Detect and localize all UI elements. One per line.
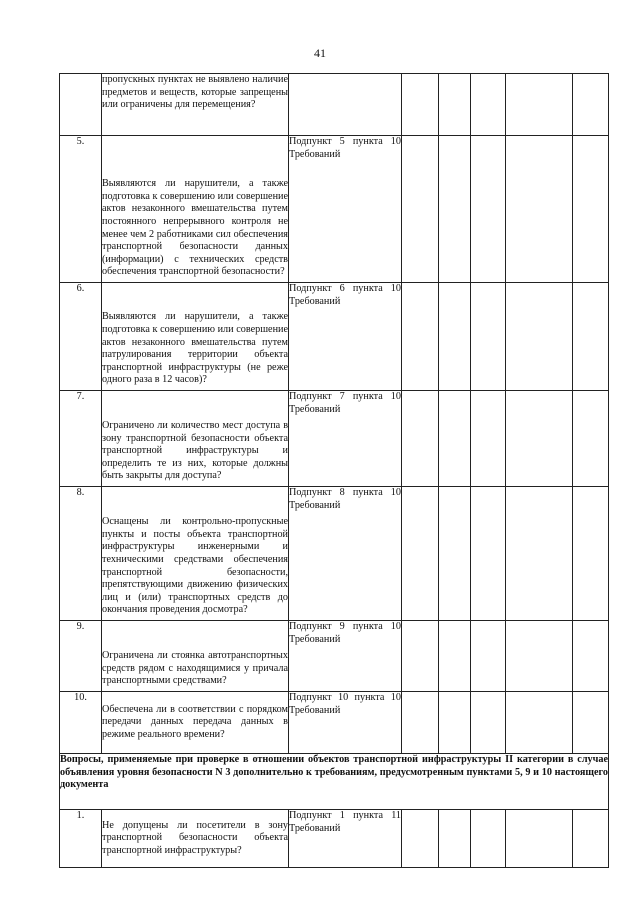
answer-yes-cell[interactable] — [402, 810, 439, 868]
question-text: пропускных пунктах не выявлено наличие предметов и веществ, которые запрещены или ограничены для перемещения? — [102, 74, 289, 136]
answer-na-cell[interactable] — [471, 136, 506, 283]
note-cell[interactable] — [506, 621, 573, 692]
reference-cell: Подпункт 1 пункта 11 Требований — [289, 810, 402, 868]
section-header: Вопросы, применяемые при проверке в отношении объектов транспортной инфраструктуры II категории в случае объявления уровня безопасности N 3 дополнительно к требованиям, предусмотренным пунктами 5, 9 и 10 настоящего документа — [60, 754, 609, 810]
reference-cell — [289, 74, 402, 136]
row-number: 7. — [60, 391, 102, 487]
note-cell[interactable] — [506, 283, 573, 391]
extra-cell[interactable] — [573, 692, 609, 754]
table-row — [60, 283, 609, 391]
row-number: 8. — [60, 487, 102, 621]
answer-no-cell[interactable] — [439, 74, 471, 136]
table-row — [60, 692, 609, 754]
note-cell[interactable] — [506, 136, 573, 283]
answer-no-cell[interactable] — [439, 487, 471, 621]
extra-cell[interactable] — [573, 810, 609, 868]
checklist-table — [59, 73, 609, 868]
extra-cell[interactable] — [573, 283, 609, 391]
note-cell[interactable] — [506, 74, 573, 136]
answer-no-cell[interactable] — [439, 621, 471, 692]
question-text: Не допущены ли посетители в зону транспортной безопасности объекта транспортной инфраструктуры? — [102, 810, 289, 868]
question-text: Ограничена ли стоянка автотранспортных средств рядом с находящимися у причала транспортными средствами? — [102, 621, 289, 692]
reference-cell: Подпункт 6 пункта 10 Требований — [289, 283, 402, 391]
row-number: 1. — [60, 810, 102, 868]
answer-na-cell[interactable] — [471, 621, 506, 692]
note-cell[interactable] — [506, 391, 573, 487]
table-row — [60, 391, 609, 487]
extra-cell[interactable] — [573, 487, 609, 621]
table-row — [60, 487, 609, 621]
extra-cell[interactable] — [573, 391, 609, 487]
extra-cell[interactable] — [573, 74, 609, 136]
answer-yes-cell[interactable] — [402, 283, 439, 391]
answer-yes-cell[interactable] — [402, 692, 439, 754]
answer-yes-cell[interactable] — [402, 136, 439, 283]
question-text: Оснащены ли контрольно-пропускные пункты и посты объекта транспортной инфраструктуры инженерными и техническими средствами обеспечения транспортной безопасности, препятствующими движению физических лиц и (или) транспортных средств до окончания проведения досмотра? — [102, 487, 289, 621]
answer-yes-cell[interactable] — [402, 621, 439, 692]
answer-no-cell[interactable] — [439, 136, 471, 283]
row-number — [60, 74, 102, 136]
question-text: Ограничено ли количество мест доступа в зону транспортной безопасности объекта транспортной инфраструктуры и определить те из них, которые должны быть закрыты для доступа? — [102, 391, 289, 487]
question-text: Обеспечена ли в соответствии с порядком передачи данных передача данных в режиме реального времени? — [102, 692, 289, 754]
answer-yes-cell[interactable] — [402, 487, 439, 621]
answer-na-cell[interactable] — [471, 810, 506, 868]
reference-cell: Подпункт 8 пункта 10 Требований — [289, 487, 402, 621]
question-text: Выявляются ли нарушители, а также подготовка к совершению или совершение актов незаконного вмешательства путем постоянного непрерывного контроля не менее чем 2 работниками сил обеспечения транспортной безопасности данных (информации) с технических средств обеспечения транспортной безопасности? — [102, 136, 289, 283]
page-number: 41 — [314, 46, 326, 60]
answer-na-cell[interactable] — [471, 692, 506, 754]
row-number: 10. — [60, 692, 102, 754]
question-text: Выявляются ли нарушители, а также подготовка к совершению или совершение актов незаконного вмешательства путем патрулирования территории объекта транспортной инфраструктуры (не реже одного раза в 12 часов)? — [102, 283, 289, 391]
note-cell[interactable] — [506, 810, 573, 868]
note-cell[interactable] — [506, 692, 573, 754]
answer-yes-cell[interactable] — [402, 74, 439, 136]
row-number: 5. — [60, 136, 102, 283]
answer-yes-cell[interactable] — [402, 391, 439, 487]
note-cell[interactable] — [506, 487, 573, 621]
answer-no-cell[interactable] — [439, 810, 471, 868]
extra-cell[interactable] — [573, 621, 609, 692]
answer-no-cell[interactable] — [439, 692, 471, 754]
reference-cell: Подпункт 9 пункта 10 Требований — [289, 621, 402, 692]
reference-cell: Подпункт 7 пункта 10 Требований — [289, 391, 402, 487]
section-header-row — [60, 754, 609, 810]
answer-na-cell[interactable] — [471, 487, 506, 621]
extra-cell[interactable] — [573, 136, 609, 283]
answer-no-cell[interactable] — [439, 283, 471, 391]
reference-cell: Подпункт 5 пункта 10 Требований — [289, 136, 402, 283]
row-number: 9. — [60, 621, 102, 692]
table-row — [60, 810, 609, 868]
table-row — [60, 136, 609, 283]
table-row — [60, 621, 609, 692]
row-number: 6. — [60, 283, 102, 391]
answer-na-cell[interactable] — [471, 391, 506, 487]
reference-cell: Подпункт 10 пункта 10 Требований — [289, 692, 402, 754]
answer-no-cell[interactable] — [439, 391, 471, 487]
table-row — [60, 74, 609, 136]
answer-na-cell[interactable] — [471, 74, 506, 136]
answer-na-cell[interactable] — [471, 283, 506, 391]
